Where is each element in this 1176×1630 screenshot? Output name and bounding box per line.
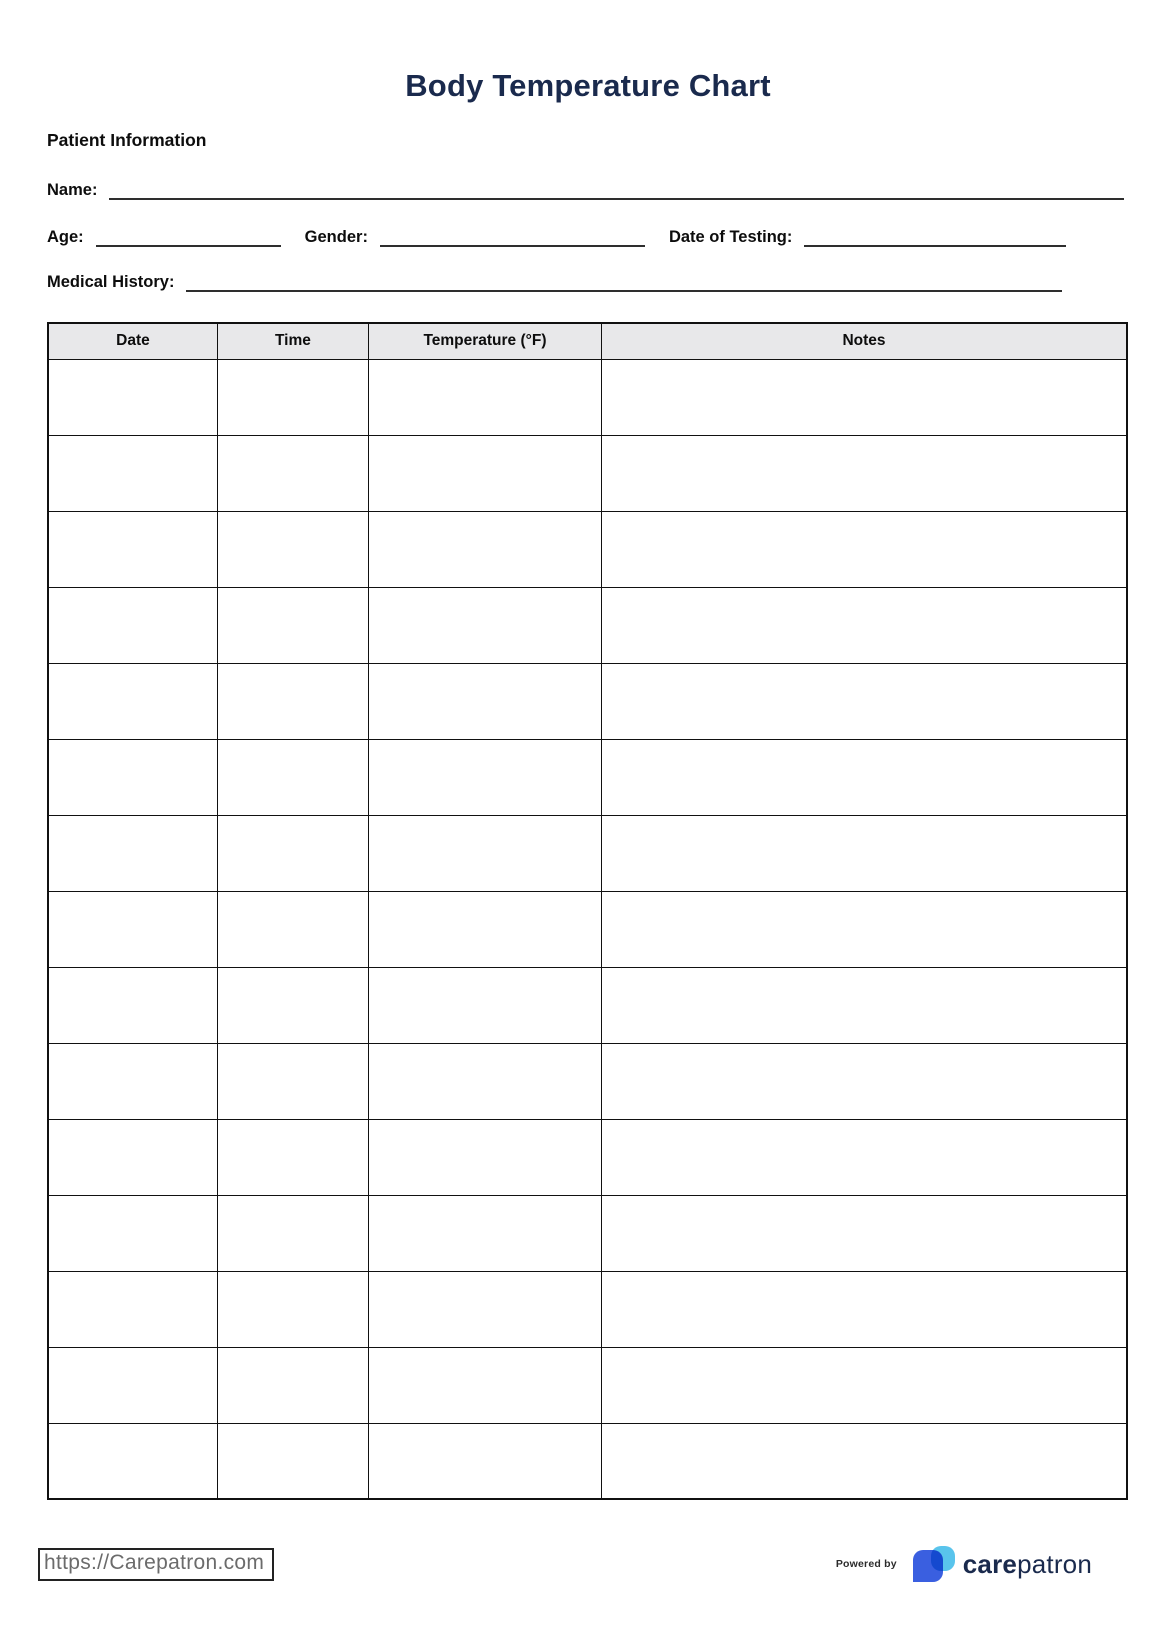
cell-notes: [602, 1423, 1128, 1499]
cell-time: [217, 1423, 368, 1499]
cell-date: [48, 587, 217, 663]
demographics-field-row: [47, 225, 1128, 247]
cell-notes: [602, 1347, 1128, 1423]
cell-notes: [602, 815, 1128, 891]
column-header-temperature-f: Temperature (°F): [368, 323, 601, 359]
table-row: [48, 891, 1127, 967]
log-table-body: [48, 359, 1127, 1499]
cell-time: [217, 1119, 368, 1195]
cell-date: [48, 815, 217, 891]
name-field-row: [47, 178, 1128, 200]
table-row: [48, 1423, 1127, 1499]
cell-date: [48, 1347, 217, 1423]
cell-temperature: [368, 663, 601, 739]
brand-text-care: care: [962, 1548, 1018, 1579]
age-blank-line: [96, 227, 281, 247]
cell-temperature: [368, 891, 601, 967]
cell-time: [217, 739, 368, 815]
cell-temperature: [368, 511, 601, 587]
cell-temperature: [368, 1043, 601, 1119]
cell-notes: [602, 435, 1128, 511]
table-row: [48, 1347, 1127, 1423]
date-of-testing-blank-line: [804, 227, 1066, 247]
name-label: Name:: [47, 181, 98, 199]
cell-time: [217, 1271, 368, 1347]
cell-notes: [602, 587, 1128, 663]
cell-time: [217, 1195, 368, 1271]
name-blank-line: [109, 180, 1124, 200]
cell-date: [48, 1195, 217, 1271]
brand-text-patron: patron: [1017, 1548, 1092, 1579]
cell-notes: [602, 891, 1128, 967]
cell-temperature: [368, 967, 601, 1043]
cell-time: [217, 891, 368, 967]
carepatron-wordmark: [963, 1549, 1092, 1580]
cell-temperature: [368, 1347, 601, 1423]
cell-date: [48, 663, 217, 739]
cell-notes: [602, 1271, 1128, 1347]
table-row: [48, 815, 1127, 891]
cell-time: [217, 359, 368, 435]
table-row: [48, 663, 1127, 739]
table-row: [48, 1271, 1127, 1347]
powered-by-label: Powered by: [835, 1558, 897, 1570]
cell-notes: [602, 1119, 1128, 1195]
cell-date: [48, 435, 217, 511]
cell-time: [217, 967, 368, 1043]
temperature-log-table: [47, 322, 1128, 1500]
carepatron-logo-icon: [911, 1544, 957, 1584]
cell-notes: [602, 511, 1128, 587]
log-table-header-row: [48, 323, 1127, 359]
cell-date: [48, 511, 217, 587]
cell-time: [217, 815, 368, 891]
age-label: Age:: [47, 228, 84, 246]
table-row: [48, 511, 1127, 587]
table-row: [48, 1043, 1127, 1119]
cell-notes: [602, 663, 1128, 739]
cell-time: [217, 511, 368, 587]
cell-date: [48, 1423, 217, 1499]
cell-temperature: [368, 1423, 601, 1499]
cell-notes: [602, 1043, 1128, 1119]
cell-date: [48, 1119, 217, 1195]
table-row: [48, 1195, 1127, 1271]
cell-time: [217, 587, 368, 663]
cell-time: [217, 663, 368, 739]
powered-by-lockup[interactable]: [836, 1544, 1092, 1584]
table-row: [48, 967, 1127, 1043]
medical-history-field-row: [47, 270, 1128, 292]
cell-temperature: [368, 1271, 601, 1347]
page-title: Body Temperature Chart: [405, 68, 771, 103]
gender-blank-line: [380, 227, 645, 247]
cell-notes: [602, 1195, 1128, 1271]
table-row: [48, 435, 1127, 511]
medical-history-blank-line: [186, 272, 1062, 292]
column-header-date: Date: [48, 323, 217, 359]
cell-temperature: [368, 815, 601, 891]
cell-notes: [602, 359, 1128, 435]
table-row: [48, 359, 1127, 435]
cell-temperature: [368, 359, 601, 435]
column-header-notes: Notes: [602, 323, 1128, 359]
table-row: [48, 1119, 1127, 1195]
table-row: [48, 587, 1127, 663]
column-header-time: Time: [217, 323, 368, 359]
date-of-testing-label: Date of Testing:: [668, 228, 793, 246]
cell-date: [48, 359, 217, 435]
patient-information-heading: Patient Information: [47, 130, 207, 150]
table-row: [48, 739, 1127, 815]
cell-date: [48, 1043, 217, 1119]
cell-time: [217, 1043, 368, 1119]
cell-date: [48, 739, 217, 815]
cell-date: [48, 967, 217, 1043]
carepatron-url-link[interactable]: https://Carepatron.com: [38, 1548, 274, 1581]
cell-temperature: [368, 739, 601, 815]
cell-date: [48, 1271, 217, 1347]
cell-temperature: [368, 1195, 601, 1271]
cell-temperature: [368, 587, 601, 663]
cell-notes: [602, 967, 1128, 1043]
cell-notes: [602, 739, 1128, 815]
cell-temperature: [368, 1119, 601, 1195]
gender-label: Gender:: [304, 228, 368, 246]
cell-time: [217, 435, 368, 511]
cell-date: [48, 891, 217, 967]
cell-temperature: [368, 435, 601, 511]
medical-history-label: Medical History:: [47, 273, 175, 291]
cell-time: [217, 1347, 368, 1423]
